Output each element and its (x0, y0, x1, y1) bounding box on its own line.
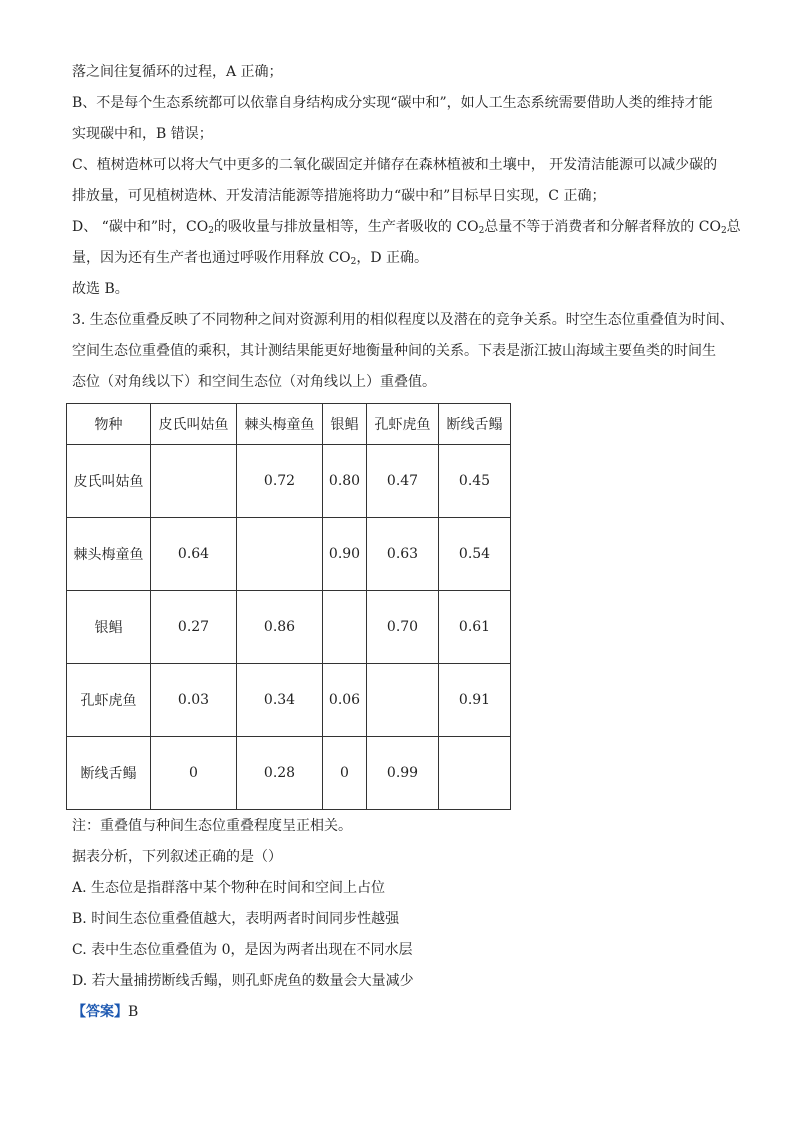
answer-value: B (128, 1004, 139, 1020)
question-stem: 3. 生态位重叠反映了不同物种之间对资源利用的相似程度以及潜在的竞争关系。时空生态位重叠值为时间、 (72, 312, 734, 328)
table-cell: 0.70 (367, 591, 439, 664)
table-cell: 孔虾虎鱼 (67, 664, 151, 737)
option-c: C. 表中生态位重叠值为 0，是因为两者出现在不同水层 (72, 942, 413, 958)
table-cell: 银鲳 (67, 591, 151, 664)
table-cell: 0.86 (237, 591, 323, 664)
text-line: 排放量，可见植树造林、开发清洁能源等措施将助力“碳中和”目标早日实现，C 正确； (72, 188, 606, 204)
table-cell: 0.03 (151, 664, 237, 737)
table-cell (151, 445, 237, 518)
table-row (67, 591, 511, 664)
table-cell: 0.34 (237, 664, 323, 737)
answer-line (72, 1002, 732, 1022)
option-b: B. 时间生态位重叠值越大，表明两者时间同步性越强 (72, 911, 400, 927)
table-cell: 0.27 (151, 591, 237, 664)
table-cell: 皮氏叫姑鱼 (67, 445, 151, 518)
question-stem: 态位（对角线以下）和空间生态位（对角线以上）重叠值。 (72, 374, 436, 390)
table-cell: 0.06 (323, 664, 367, 737)
table-row (67, 737, 511, 810)
table-cell: 棘头梅童鱼 (67, 518, 151, 591)
table-header-cell: 银鲳 (323, 404, 367, 445)
table-cell: 0.72 (237, 445, 323, 518)
table-cell: 断线舌鳎 (67, 737, 151, 810)
text-line: 实现碳中和，B 错误； (72, 126, 213, 142)
table-note: 注：重叠值与种间生态位重叠程度呈正相关。 (72, 818, 352, 834)
table-cell: 0.45 (439, 445, 511, 518)
table-header-cell: 物种 (67, 404, 151, 445)
table-cell: 0.63 (367, 518, 439, 591)
answer-tag: 【答案】 (72, 1004, 128, 1020)
text-line-co2: 量，因为还有生产者也通过呼吸作用释放 $CO_2$，D 正确。 (72, 250, 429, 267)
table-cell: 0.80 (323, 445, 367, 518)
text-line: B、不是每个生态系统都可以依靠自身结构成分实现“碳中和”，如人工生态系统需要借助人类的维持才能 (72, 95, 713, 111)
niche-overlap-table (66, 403, 511, 810)
table-cell: 0 (151, 737, 237, 810)
table-cell: 0 (323, 737, 367, 810)
question-prompt: 据表分析，下列叙述正确的是（） (72, 849, 282, 865)
table-header-cell: 皮氏叫姑鱼 (151, 404, 237, 445)
table-cell (237, 518, 323, 591)
table-header-cell: 孔虾虎鱼 (367, 404, 439, 445)
table-cell: 0.28 (237, 737, 323, 810)
table-header-cell: 棘头梅童鱼 (237, 404, 323, 445)
table-row (67, 664, 511, 737)
question-stem: 空间生态位重叠值的乘积，其计测结果能更好地衡量种间的关系。下表是浙江披山海域主要鱼类的时间生 (72, 343, 716, 359)
option-a: A. 生态位是指群落中某个物种在时间和空间上占位 (72, 880, 386, 896)
document-page (72, 62, 741, 1033)
table-cell: 0.99 (367, 737, 439, 810)
table-cell (323, 591, 367, 664)
table-cell (367, 664, 439, 737)
table-cell: 0.90 (323, 518, 367, 591)
text-line-co2: D、 “碳中和”时，$CO_2$的吸收量与排放量相等，生产者吸收的 $CO_2$总量不等于消费者和分解者释放的 $CO_2$总 (72, 219, 741, 236)
text-line: 故选 B。 (72, 281, 129, 297)
table-cell (439, 737, 511, 810)
table-cell: 0.47 (367, 445, 439, 518)
table-row (67, 445, 511, 518)
text-line: 落之间往复循环的过程，A 正确； (72, 64, 283, 80)
table-cell: 0.54 (439, 518, 511, 591)
table-header-row (67, 404, 511, 445)
table-row (67, 518, 511, 591)
table-cell: 0.61 (439, 591, 511, 664)
text-line: C、植树造林可以将大气中更多的二氧化碳固定并储存在森林植被和土壤中， 开发清洁能源可以减少碳的 (72, 157, 718, 173)
table-header-cell: 断线舌鳎 (439, 404, 511, 445)
table-cell: 0.64 (151, 518, 237, 591)
option-d: D. 若大量捕捞断线舌鳎，则孔虾虎鱼的数量会大量减少 (72, 973, 414, 989)
table-cell: 0.91 (439, 664, 511, 737)
